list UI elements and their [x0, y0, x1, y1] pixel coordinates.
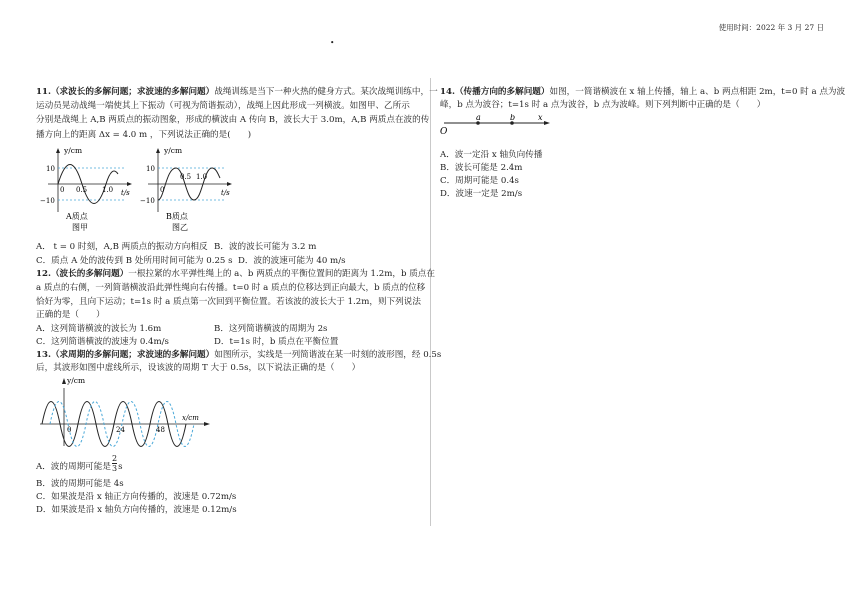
q13-option-c[interactable]: C．如果波是沿 x 轴正方向传播的，波速是 0.72m/s	[36, 492, 237, 502]
q13-x48: 48	[156, 426, 165, 434]
q14-x-label: x	[538, 114, 543, 122]
q11-line3: 分别是战绳上 A,B 两质点的振动图象，形成的横波由 A 传向 B，波长大于 3.0m，A,B 两质点在波的传	[36, 115, 430, 125]
q14-option-b[interactable]: B．波长可能是 2.4m	[440, 163, 523, 173]
q13-optA-numerator: 2	[111, 454, 118, 463]
q11-line4: 播方向上的距离 Δx = 4.0 m ，下列说法正确的是( )	[36, 130, 252, 140]
q11-graph-a	[36, 146, 136, 232]
q12-line1: 一根拉紧的水平弹性绳上的 a、b 两质点的平衡位置间的距离为 1.2m，b 质点在	[128, 269, 435, 279]
q11b-point: B质点	[166, 212, 188, 221]
q11b-t2: 1.0	[196, 173, 208, 181]
q11b-yneg: −10	[140, 197, 155, 205]
q13-option-d[interactable]: D．如果波是沿 x 轴负方向传播的，波速是 0.12m/s	[36, 505, 237, 515]
q12-line3: 恰好为零，且向下运动；t=1s 时 a 质点第一次回到平衡位置。若该波的波长大于 1.2m，则下列说法	[36, 297, 421, 307]
q14-option-a[interactable]: A．波一定沿 x 轴负向传播	[440, 150, 543, 160]
q13-option-a[interactable]	[36, 454, 122, 476]
q11-option-c[interactable]: C．质点 A 处的波传到 B 处所用时间可能为 0.25 s	[36, 256, 233, 266]
q13-option-b[interactable]: B．波的周期可能是 4s	[36, 479, 124, 489]
q11-option-d[interactable]: D．波的波速可能为 40 m/s	[238, 256, 346, 266]
q11-graph-b	[136, 146, 236, 232]
q14-option-c[interactable]: C．周期可能是 0.4s	[440, 176, 519, 186]
q11-option-b[interactable]: B．波的波长可能为 3.2 m	[214, 242, 317, 252]
q11-line2: 运动员晃动战绳一端使其上下振动（可视为简谐振动），战绳上因此形成一列横波。如图甲、乙所示	[36, 101, 410, 111]
q11-tag: 11.（求波长的多解问题；求波速的多解问题）	[36, 87, 215, 97]
q13-optA-fraction	[112, 454, 117, 473]
q11b-xlabel: t/s	[221, 189, 230, 197]
q11a-ypos: 10	[46, 165, 55, 173]
q11a-t1: 0.5	[76, 186, 88, 194]
q14-origin: O	[440, 127, 448, 137]
q11a-zero: 0	[60, 186, 65, 194]
header-dot: •	[330, 38, 335, 47]
q13-ylabel: y/cm	[67, 376, 86, 385]
q13-xlabel: x/cm	[182, 414, 199, 422]
q11a-xlabel: t/s	[121, 189, 130, 197]
q12-line2: a 质点的右侧，一列简谐横波沿此弹性绳向右传播。t=0 时 a 质点的位移达到正向最大，b 质点的位移	[36, 283, 426, 293]
q11-line1: 战绳训练是当下一种火热的健身方式。某次战绳训练中，一	[214, 87, 438, 97]
q13-optA-unit: s	[118, 462, 123, 472]
column-divider	[430, 78, 431, 526]
q11b-ylabel: y/cm	[164, 146, 183, 155]
q13-zero: 0	[67, 426, 72, 434]
q13-tag: 13.（求周期的多解问题；求波速的多解问题）	[36, 350, 215, 360]
q14-point-b: b	[510, 114, 516, 122]
q11b-ypos: 10	[146, 165, 155, 173]
q12-line4: 正确的是（ ）	[36, 310, 105, 320]
q12-tag: 12.（波长的多解问题）	[36, 269, 129, 279]
q13-optA-prefix: A．波的周期可能是	[36, 462, 111, 472]
q11b-caption: 图乙	[172, 223, 188, 232]
q11b-t1: 0.5	[180, 173, 192, 181]
q11a-yneg: −10	[40, 197, 55, 205]
q13-optA-denominator: 3	[111, 464, 118, 473]
q11b-zero: 0	[160, 186, 165, 194]
q14-line1: 如图，一简谐横波在 x 轴上传播，轴上 a、b 两点相距 2m，t=0 时 a 点为波	[549, 87, 846, 97]
q13-wave-graph	[36, 374, 216, 450]
q12-option-b[interactable]: B．这列简谐横波的周期为 2s	[214, 324, 328, 334]
q11a-t2: 1.0	[102, 186, 114, 194]
q11a-caption: 图甲	[72, 223, 88, 232]
q11a-ylabel: y/cm	[64, 146, 83, 155]
q14-tag: 14.（传播方向的多解问题）	[440, 87, 550, 97]
q12-option-d[interactable]: D．t=1s 时，b 质点在平衡位置	[214, 337, 339, 347]
usage-date: 使用时间：2022 年 3 月 27 日	[718, 23, 824, 32]
q14-option-d[interactable]: D．波速一定是 2m/s	[440, 189, 523, 199]
q13-line2: 后，其波形如图中虚线所示，设该波的周期 T 大于 0.5s，以下说法正确的是（ ）	[36, 363, 361, 373]
q13-line1: 如图所示，实线是一列简谐波在某一时刻的波形图，经 0.5s	[214, 350, 442, 360]
q13-x24: 24	[116, 426, 125, 434]
q12-option-c[interactable]: C．这列简谐横波的波速为 0.4m/s	[36, 337, 169, 347]
q14-point-a: a	[476, 114, 481, 122]
q11-option-a[interactable]: A． t = 0 时刻，A,B 两质点的振动方向相反	[36, 242, 208, 252]
q14-line2: 峰，b 点为波谷；t=1s 时 a 点为波谷，b 点为波峰。则下列判断中正确的是（ ）	[440, 100, 766, 110]
q11a-point: A质点	[66, 212, 88, 221]
q12-option-a[interactable]: A．这列简谐横波的波长为 1.6m	[36, 324, 162, 334]
q14-axis-diagram	[438, 114, 558, 138]
